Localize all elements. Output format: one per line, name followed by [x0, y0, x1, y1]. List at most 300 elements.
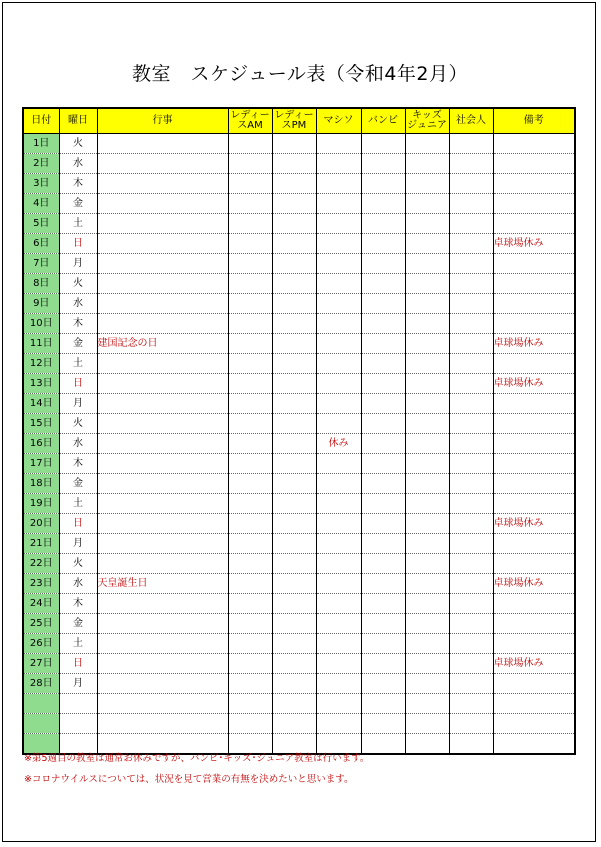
- adult-cell: [449, 434, 493, 454]
- kids-junior-cell: [405, 714, 449, 734]
- table-row: [23, 634, 575, 654]
- ladies-pm-cell: [272, 194, 316, 214]
- kids-junior-cell: [405, 174, 449, 194]
- ladies-pm-cell: [272, 374, 316, 394]
- weekday-cell: 火: [59, 274, 97, 294]
- event-cell: [97, 474, 228, 494]
- note-cell: [493, 534, 575, 554]
- date-cell: 16日: [23, 434, 59, 454]
- weekday-cell: 水: [59, 154, 97, 174]
- kids-junior-cell: [405, 474, 449, 494]
- ladies-pm-cell: [272, 314, 316, 334]
- adult-cell: [449, 374, 493, 394]
- table-row: [23, 434, 575, 454]
- note-cell: [493, 554, 575, 574]
- table-row: [23, 554, 575, 574]
- master-cell: [316, 494, 361, 514]
- ladies-pm-cell: [272, 234, 316, 254]
- date-cell: 17日: [23, 454, 59, 474]
- header-bambi: バンビ: [361, 108, 405, 134]
- bambi-cell: [361, 174, 405, 194]
- bambi-cell: [361, 254, 405, 274]
- event-cell: 建国記念の日: [97, 334, 228, 354]
- kids-junior-cell: [405, 634, 449, 654]
- kids-junior-cell: [405, 614, 449, 634]
- date-cell: 9日: [23, 294, 59, 314]
- note-cell: 卓球場休み: [493, 514, 575, 534]
- date-cell: 11日: [23, 334, 59, 354]
- ladies-am-cell: [228, 274, 272, 294]
- adult-cell: [449, 474, 493, 494]
- header-date: 日付: [23, 108, 59, 134]
- event-cell: [97, 714, 228, 734]
- kids-junior-cell: [405, 194, 449, 214]
- table-row: [23, 214, 575, 234]
- master-cell: [316, 694, 361, 714]
- note-cell: [493, 254, 575, 274]
- weekday-cell: 月: [59, 394, 97, 414]
- event-cell: [97, 214, 228, 234]
- date-cell: 3日: [23, 174, 59, 194]
- adult-cell: [449, 354, 493, 374]
- date-cell: 12日: [23, 354, 59, 374]
- ladies-am-cell: [228, 694, 272, 714]
- master-cell: [316, 634, 361, 654]
- ladies-am-cell: [228, 374, 272, 394]
- table-row: [23, 234, 575, 254]
- event-cell: [97, 594, 228, 614]
- master-cell: [316, 594, 361, 614]
- note-cell: [493, 274, 575, 294]
- kids-junior-cell: [405, 294, 449, 314]
- ladies-am-cell: [228, 474, 272, 494]
- footnote: ※コロナウイルスについては、状況を見て営業の有無を決めたいと思います。: [24, 774, 354, 785]
- note-cell: 卓球場休み: [493, 374, 575, 394]
- note-cell: 卓球場休み: [493, 234, 575, 254]
- ladies-pm-cell: [272, 514, 316, 534]
- event-cell: [97, 374, 228, 394]
- date-cell: 23日: [23, 574, 59, 594]
- weekday-cell: 火: [59, 414, 97, 434]
- header-dow: 曜日: [59, 108, 97, 134]
- table-row: [23, 534, 575, 554]
- bambi-cell: [361, 514, 405, 534]
- note-cell: [493, 414, 575, 434]
- page-title: 教室 スケジュール表（令和4年2月）: [131, 63, 469, 85]
- bambi-cell: [361, 234, 405, 254]
- ladies-pm-cell: [272, 614, 316, 634]
- event-cell: 天皇誕生日: [97, 574, 228, 594]
- adult-cell: [449, 454, 493, 474]
- ladies-pm-cell: [272, 214, 316, 234]
- event-cell: [97, 394, 228, 414]
- note-cell: [493, 474, 575, 494]
- master-cell: [316, 254, 361, 274]
- ladies-pm-cell: [272, 294, 316, 314]
- ladies-pm-cell: [272, 434, 316, 454]
- ladies-am-cell: [228, 614, 272, 634]
- table-header-row: [23, 108, 575, 134]
- weekday-cell: 木: [59, 594, 97, 614]
- bambi-cell: [361, 574, 405, 594]
- ladies-am-cell: [228, 314, 272, 334]
- note-cell: [493, 734, 575, 755]
- kids-junior-cell: [405, 694, 449, 714]
- kids-junior-cell: [405, 654, 449, 674]
- kids-junior-cell: [405, 434, 449, 454]
- weekday-cell: 日: [59, 654, 97, 674]
- weekday-cell: 月: [59, 534, 97, 554]
- ladies-am-cell: [228, 354, 272, 374]
- kids-junior-cell: [405, 514, 449, 534]
- weekday-cell: 火: [59, 134, 97, 154]
- note-cell: [493, 634, 575, 654]
- ladies-pm-cell: [272, 534, 316, 554]
- table-row: [23, 134, 575, 154]
- table-row: [23, 614, 575, 634]
- adult-cell: [449, 654, 493, 674]
- adult-cell: [449, 634, 493, 654]
- date-cell: 26日: [23, 634, 59, 654]
- note-cell: [493, 454, 575, 474]
- master-cell: [316, 574, 361, 594]
- kids-junior-cell: [405, 454, 449, 474]
- master-cell: [316, 534, 361, 554]
- ladies-pm-cell: [272, 334, 316, 354]
- ladies-am-cell: [228, 714, 272, 734]
- schedule-table: [22, 107, 576, 755]
- bambi-cell: [361, 694, 405, 714]
- note-cell: [493, 694, 575, 714]
- note-cell: [493, 594, 575, 614]
- kids-junior-cell: [405, 414, 449, 434]
- weekday-cell: 木: [59, 174, 97, 194]
- event-cell: [97, 174, 228, 194]
- kids-junior-cell: [405, 334, 449, 354]
- note-cell: [493, 314, 575, 334]
- table-row: [23, 414, 575, 434]
- table-row: [23, 474, 575, 494]
- date-cell: 5日: [23, 214, 59, 234]
- master-cell: [316, 714, 361, 734]
- weekday-cell: 土: [59, 214, 97, 234]
- table-row: [23, 174, 575, 194]
- table-row: [23, 154, 575, 174]
- weekday-cell: 月: [59, 254, 97, 274]
- ladies-pm-cell: [272, 414, 316, 434]
- weekday-cell: 日: [59, 514, 97, 534]
- weekday-cell: [59, 714, 97, 734]
- ladies-pm-cell: [272, 154, 316, 174]
- event-cell: [97, 674, 228, 694]
- table-row: [23, 454, 575, 474]
- event-cell: [97, 274, 228, 294]
- master-cell: [316, 134, 361, 154]
- date-cell: [23, 714, 59, 734]
- table-row: [23, 674, 575, 694]
- date-cell: [23, 694, 59, 714]
- weekday-cell: 木: [59, 454, 97, 474]
- bambi-cell: [361, 194, 405, 214]
- table-row: [23, 274, 575, 294]
- date-cell: 19日: [23, 494, 59, 514]
- event-cell: [97, 354, 228, 374]
- ladies-am-cell: [228, 174, 272, 194]
- master-cell: [316, 334, 361, 354]
- table-row: [23, 694, 575, 714]
- ladies-pm-cell: [272, 654, 316, 674]
- date-cell: 7日: [23, 254, 59, 274]
- master-cell: [316, 314, 361, 334]
- event-cell: [97, 514, 228, 534]
- bambi-cell: [361, 654, 405, 674]
- ladies-am-cell: [228, 294, 272, 314]
- adult-cell: [449, 234, 493, 254]
- kids-junior-cell: [405, 254, 449, 274]
- kids-junior-cell: [405, 734, 449, 755]
- event-cell: [97, 314, 228, 334]
- adult-cell: [449, 554, 493, 574]
- bambi-cell: [361, 714, 405, 734]
- bambi-cell: [361, 594, 405, 614]
- date-cell: 15日: [23, 414, 59, 434]
- date-cell: 13日: [23, 374, 59, 394]
- adult-cell: [449, 274, 493, 294]
- kids-junior-cell: [405, 554, 449, 574]
- note-cell: 卓球場休み: [493, 574, 575, 594]
- date-cell: 28日: [23, 674, 59, 694]
- bambi-cell: [361, 414, 405, 434]
- table-row: [23, 194, 575, 214]
- date-cell: 6日: [23, 234, 59, 254]
- kids-junior-cell: [405, 354, 449, 374]
- event-cell: [97, 634, 228, 654]
- header-adult: 社会人: [449, 108, 493, 134]
- table-row: [23, 334, 575, 354]
- weekday-cell: 土: [59, 494, 97, 514]
- master-cell: [316, 474, 361, 494]
- header-ladies-am: レディー スAM: [228, 108, 272, 134]
- note-cell: [493, 154, 575, 174]
- note-cell: 卓球場休み: [493, 334, 575, 354]
- note-cell: 卓球場休み: [493, 654, 575, 674]
- note-cell: [493, 194, 575, 214]
- table-row: [23, 374, 575, 394]
- adult-cell: [449, 414, 493, 434]
- kids-junior-cell: [405, 394, 449, 414]
- footnote: ※第5週目の教室は通常お休みですが、バンビ･キッズ･ジュニア教室は行います。: [24, 753, 370, 764]
- table-row: [23, 654, 575, 674]
- event-cell: [97, 154, 228, 174]
- master-cell: [316, 654, 361, 674]
- adult-cell: [449, 174, 493, 194]
- adult-cell: [449, 614, 493, 634]
- master-cell: [316, 514, 361, 534]
- note-cell: [493, 434, 575, 454]
- weekday-cell: 金: [59, 334, 97, 354]
- note-cell: [493, 174, 575, 194]
- ladies-am-cell: [228, 154, 272, 174]
- adult-cell: [449, 334, 493, 354]
- date-cell: 22日: [23, 554, 59, 574]
- date-cell: 18日: [23, 474, 59, 494]
- weekday-cell: 水: [59, 434, 97, 454]
- date-cell: 21日: [23, 534, 59, 554]
- ladies-am-cell: [228, 574, 272, 594]
- kids-junior-cell: [405, 234, 449, 254]
- ladies-am-cell: [228, 334, 272, 354]
- event-cell: [97, 554, 228, 574]
- adult-cell: [449, 494, 493, 514]
- bambi-cell: [361, 334, 405, 354]
- bambi-cell: [361, 214, 405, 234]
- date-cell: 8日: [23, 274, 59, 294]
- ladies-pm-cell: [272, 674, 316, 694]
- date-cell: 27日: [23, 654, 59, 674]
- kids-junior-cell: [405, 374, 449, 394]
- bambi-cell: [361, 674, 405, 694]
- ladies-am-cell: [228, 234, 272, 254]
- weekday-cell: 金: [59, 614, 97, 634]
- table-row: [23, 254, 575, 274]
- event-cell: [97, 414, 228, 434]
- kids-junior-cell: [405, 134, 449, 154]
- adult-cell: [449, 574, 493, 594]
- master-cell: [316, 394, 361, 414]
- weekday-cell: 日: [59, 374, 97, 394]
- bambi-cell: [361, 614, 405, 634]
- bambi-cell: [361, 314, 405, 334]
- adult-cell: [449, 714, 493, 734]
- bambi-cell: [361, 394, 405, 414]
- table-row: [23, 514, 575, 534]
- adult-cell: [449, 214, 493, 234]
- weekday-cell: 水: [59, 294, 97, 314]
- master-cell: [316, 214, 361, 234]
- note-cell: [493, 714, 575, 734]
- master-cell: [316, 374, 361, 394]
- ladies-pm-cell: [272, 394, 316, 414]
- note-cell: [493, 394, 575, 414]
- table-row: [23, 354, 575, 374]
- master-cell: [316, 414, 361, 434]
- master-cell: [316, 234, 361, 254]
- date-cell: 20日: [23, 514, 59, 534]
- ladies-pm-cell: [272, 454, 316, 474]
- weekday-cell: [59, 694, 97, 714]
- master-cell: 休み: [316, 434, 361, 454]
- header-event: 行事: [97, 108, 228, 134]
- note-cell: [493, 294, 575, 314]
- header-kids-junior: キッズ ジュニア: [405, 108, 449, 134]
- bambi-cell: [361, 294, 405, 314]
- ladies-pm-cell: [272, 354, 316, 374]
- ladies-pm-cell: [272, 474, 316, 494]
- adult-cell: [449, 694, 493, 714]
- master-cell: [316, 294, 361, 314]
- adult-cell: [449, 594, 493, 614]
- event-cell: [97, 454, 228, 474]
- table-row: [23, 294, 575, 314]
- adult-cell: [449, 734, 493, 755]
- master-cell: [316, 154, 361, 174]
- weekday-cell: 土: [59, 354, 97, 374]
- ladies-am-cell: [228, 654, 272, 674]
- event-cell: [97, 254, 228, 274]
- bambi-cell: [361, 474, 405, 494]
- weekday-cell: 土: [59, 634, 97, 654]
- weekday-cell: 木: [59, 314, 97, 334]
- master-cell: [316, 554, 361, 574]
- ladies-am-cell: [228, 394, 272, 414]
- event-cell: [97, 434, 228, 454]
- master-cell: [316, 674, 361, 694]
- kids-junior-cell: [405, 574, 449, 594]
- adult-cell: [449, 314, 493, 334]
- ladies-pm-cell: [272, 274, 316, 294]
- adult-cell: [449, 134, 493, 154]
- event-cell: [97, 534, 228, 554]
- ladies-pm-cell: [272, 574, 316, 594]
- header-notes: 備考: [493, 108, 575, 134]
- adult-cell: [449, 534, 493, 554]
- bambi-cell: [361, 534, 405, 554]
- ladies-pm-cell: [272, 494, 316, 514]
- ladies-am-cell: [228, 454, 272, 474]
- weekday-cell: 月: [59, 674, 97, 694]
- ladies-am-cell: [228, 254, 272, 274]
- table-row: [23, 494, 575, 514]
- kids-junior-cell: [405, 274, 449, 294]
- event-cell: [97, 294, 228, 314]
- bambi-cell: [361, 434, 405, 454]
- ladies-am-cell: [228, 514, 272, 534]
- table-row: [23, 314, 575, 334]
- kids-junior-cell: [405, 494, 449, 514]
- kids-junior-cell: [405, 314, 449, 334]
- table-row: [23, 394, 575, 414]
- adult-cell: [449, 674, 493, 694]
- event-cell: [97, 234, 228, 254]
- bambi-cell: [361, 274, 405, 294]
- bambi-cell: [361, 554, 405, 574]
- bambi-cell: [361, 634, 405, 654]
- date-cell: 14日: [23, 394, 59, 414]
- bambi-cell: [361, 134, 405, 154]
- ladies-pm-cell: [272, 554, 316, 574]
- event-cell: [97, 194, 228, 214]
- ladies-pm-cell: [272, 134, 316, 154]
- event-cell: [97, 614, 228, 634]
- date-cell: 24日: [23, 594, 59, 614]
- table-row: [23, 574, 575, 594]
- ladies-am-cell: [228, 434, 272, 454]
- note-cell: [493, 354, 575, 374]
- event-cell: [97, 694, 228, 714]
- event-cell: [97, 654, 228, 674]
- ladies-am-cell: [228, 214, 272, 234]
- date-cell: 4日: [23, 194, 59, 214]
- note-cell: [493, 134, 575, 154]
- date-cell: 1日: [23, 134, 59, 154]
- bambi-cell: [361, 374, 405, 394]
- adult-cell: [449, 254, 493, 274]
- ladies-am-cell: [228, 494, 272, 514]
- footnotes: [24, 748, 369, 790]
- kids-junior-cell: [405, 674, 449, 694]
- date-cell: 2日: [23, 154, 59, 174]
- note-cell: [493, 214, 575, 234]
